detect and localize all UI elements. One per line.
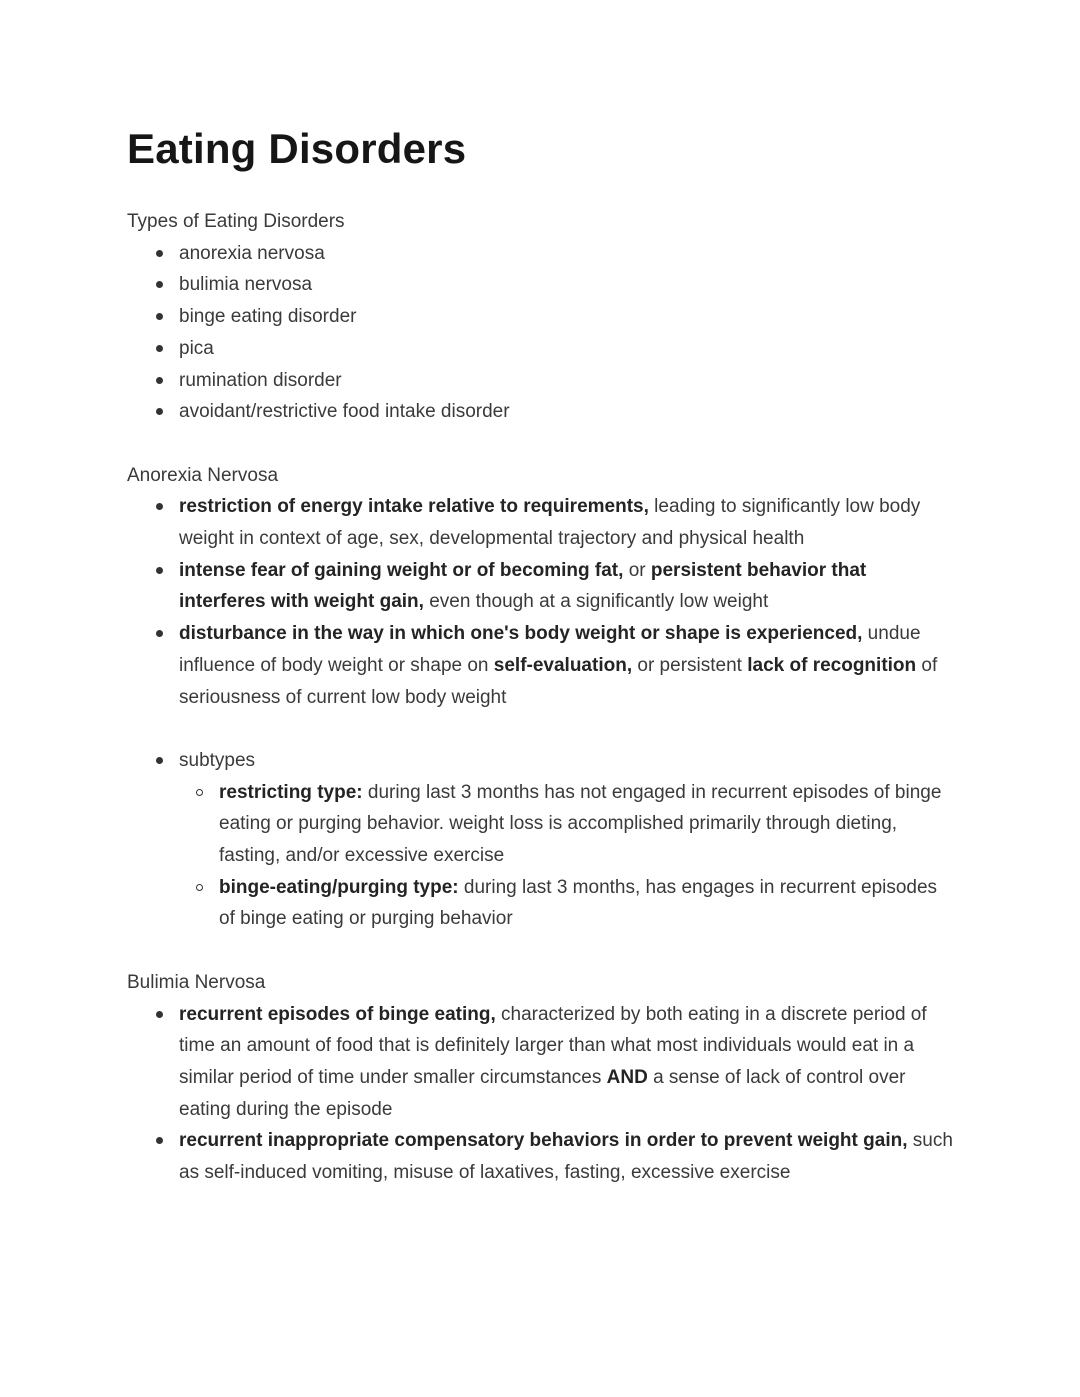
sub-bullet-binge-purging-type: binge-eating/purging type: during last 3 months, has engages in recurrent episodes of binge eating or purging behavior: [127, 872, 953, 935]
page-title: Eating Disorders: [127, 125, 467, 172]
section-heading-anorexia: Anorexia Nervosa: [127, 464, 279, 486]
bullet-item-pica: pica: [127, 333, 953, 365]
section-heading-bulimia: Bulimia Nervosa: [127, 971, 266, 993]
blank-line: [127, 713, 953, 745]
sub-bullet-restricting-type: restricting type: during last 3 months has not engaged in recurrent episodes of binge eating or purging behavior. weight loss is accomplished primarily through dieting, fasting, and/or excessive exercise: [127, 777, 953, 872]
blank-line: [127, 428, 953, 460]
bullet-item-disturbance: disturbance in the way in which one's body weight or shape is experienced, undue influence of body weight or shape on self-evaluation, or persistent lack of recognition of seriousness of current low body weight: [127, 618, 953, 713]
section-heading-types: Types of Eating Disorders: [127, 211, 345, 232]
bullet-item-compensatory: recurrent inappropriate compensatory behaviors in order to prevent weight gain, such as self-induced vomiting, misuse of laxatives, fasting, excessive exercise: [127, 1125, 953, 1188]
bullet-item-binge-eating: binge eating disorder: [127, 301, 953, 333]
bullet-item-recurrent-binge: recurrent episodes of binge eating, characterized by both eating in a discrete period of time an amount of food that is definitely larger than what most individuals would eat in a similar period of time under smaller circumstances AND a sense of lack of control over eating during the episode: [127, 999, 953, 1126]
bullet-item-bulimia: bulimia nervosa: [127, 269, 953, 301]
bullet-item-subtypes: subtypes: [127, 745, 953, 777]
bullet-item-anorexia: anorexia nervosa: [127, 238, 953, 270]
bullet-item-restriction: restriction of energy intake relative to requirements, leading to significantly low body weight in context of age, sex, developmental trajectory and physical health: [127, 491, 953, 554]
bullet-item-rumination: rumination disorder: [127, 365, 953, 397]
bullet-item-arfid: avoidant/restrictive food intake disorder: [127, 396, 953, 428]
bullet-item-intense-fear: intense fear of gaining weight or of becoming fat, or persistent behavior that interferes with weight gain, even though at a significantly low weight: [127, 555, 953, 618]
blank-line: [127, 935, 953, 967]
